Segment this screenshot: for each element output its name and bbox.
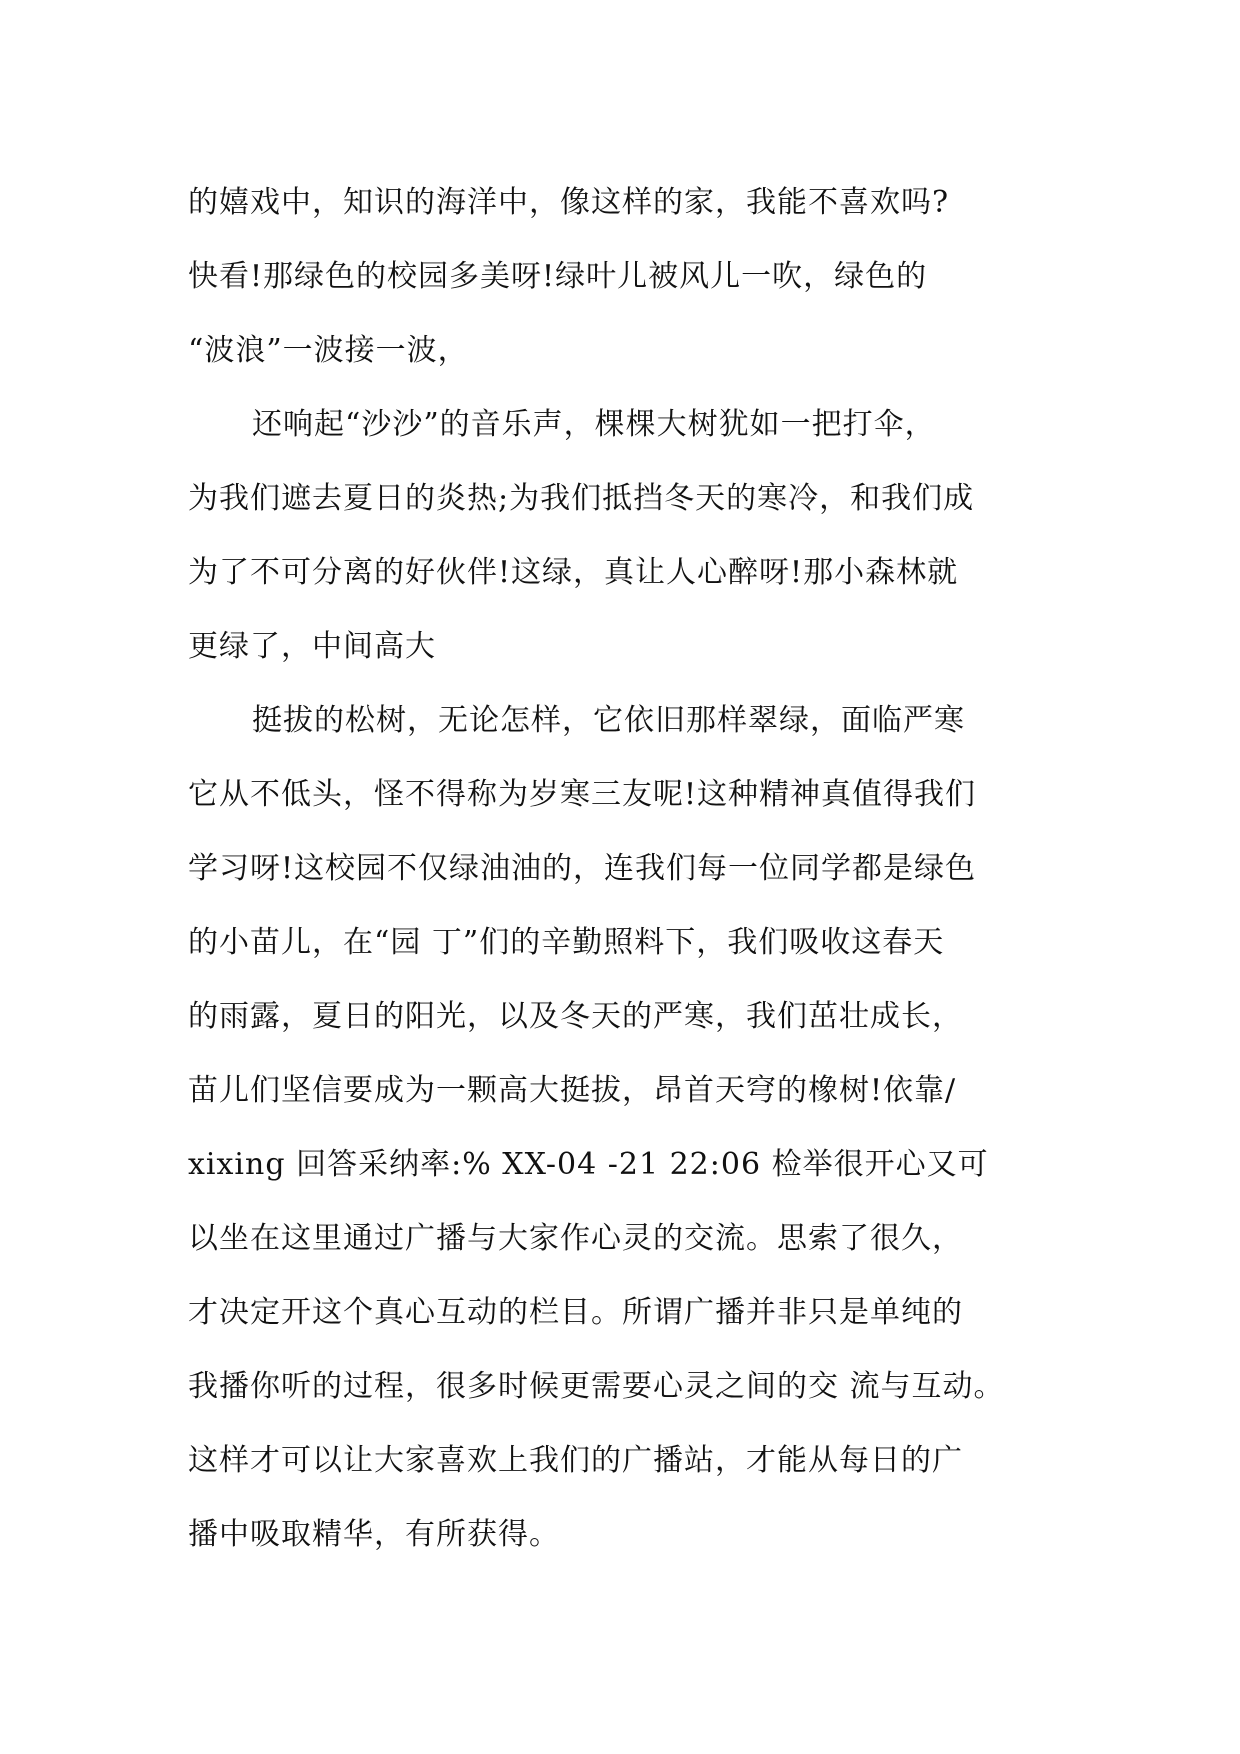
text-line: 的嬉戏中，知识的海洋中，像这样的家，我能不喜欢吗?	[188, 185, 950, 220]
text-line: 的雨露，夏日的阳光，以及冬天的严寒，我们茁壮成长，	[188, 999, 963, 1034]
text-line: 学习呀!这校园不仅绿油油的，连我们每一位同学都是绿色	[188, 851, 977, 886]
text-line: 苗儿们坚信要成为一颗高大挺拔，昂首天穹的橡树!依靠/	[188, 1073, 957, 1108]
text-line: 快看!那绿色的校园多美呀!绿叶儿被风儿一吹，绿色的	[188, 259, 928, 294]
text-line: 为我们遮去夏日的炎热;为我们抵挡冬天的寒冷，和我们成	[188, 481, 975, 516]
paragraph-first-line: 挺拔的松树，无论怎样，它依旧那样翠绿，面临严寒	[252, 703, 965, 738]
text-line: 播中吸取精华，有所获得。	[188, 1517, 560, 1552]
text-line: 才决定开这个真心互动的栏目。所谓广播并非只是单纯的	[188, 1295, 963, 1330]
text-line: 以坐在这里通过广播与大家作心灵的交流。思索了很久，	[188, 1221, 963, 1256]
text-line: 它从不低头，怪不得称为岁寒三友呢!这种精神真值得我们	[188, 777, 977, 812]
text-line: 我播你听的过程，很多时候更需要心灵之间的交 流与互动。	[188, 1369, 1005, 1404]
document-body	[188, 166, 1068, 1572]
text-line: 的小苗儿，在“园 丁”们的辛勤照料下，我们吸收这春天	[188, 925, 945, 960]
text-line: 为了不可分离的好伙伴!这绿，真让人心醉呀!那小森林就	[188, 555, 959, 590]
paragraph-first-line: 还响起“沙沙”的音乐声，棵棵大树犹如一把打伞，	[252, 407, 936, 442]
text-line: 更绿了，中间高大	[188, 629, 436, 664]
text-line: 这样才可以让大家喜欢上我们的广播站，才能从每日的广	[188, 1443, 963, 1478]
text-line: xixing 回答采纳率:% XX-04 -21 22:06 检举很开心又可	[188, 1147, 989, 1182]
text-line: “波浪”一波接一波，	[188, 333, 469, 368]
